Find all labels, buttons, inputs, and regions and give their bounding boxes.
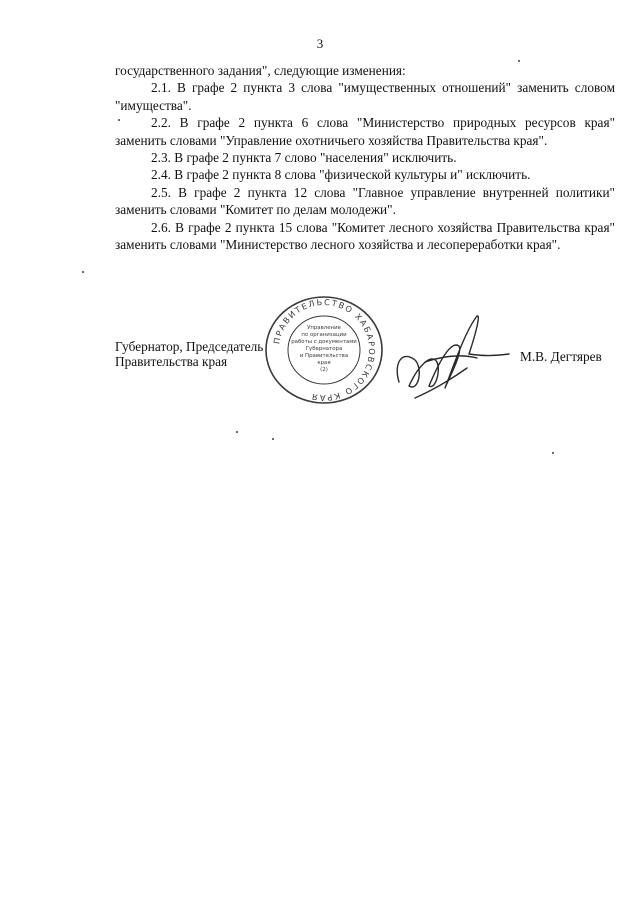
seal-inner-line: по организации (301, 332, 347, 338)
signatory-name: М.В. Дегтярев (520, 349, 602, 364)
intro-paragraph: государственного задания", следующие изменения: (115, 63, 406, 78)
amendment-item: 2.5. В графе 2 пункта 12 слова "Главное управление внутренней политики" заменить словами "Комитет по делам молодежи". (115, 184, 615, 218)
signatory-position (115, 339, 263, 369)
scan-speck (518, 60, 520, 62)
page-number: 3 (316, 36, 324, 51)
scan-speck (552, 452, 554, 454)
amendment-item: 2.1. В графе 2 пункта 3 слова "имущественных отношений" заменить словом "имущества". (115, 80, 615, 113)
seal-inner-line: Губернатора (305, 346, 343, 352)
scan-speck (272, 438, 274, 440)
position-line: Губернатор, Председатель (115, 339, 264, 354)
seal-inner-line: Управление (307, 325, 341, 331)
document-body (115, 62, 615, 253)
seal-inner-line: (2) (320, 367, 328, 373)
official-seal (258, 294, 390, 406)
scan-speck (236, 431, 238, 433)
amendment-item: 2.3. В графе 2 пункта 7 слово "населения" исключить. (151, 150, 457, 166)
handwritten-signature (385, 302, 510, 412)
amendment-item: 2.4. В графе 2 пункта 8 слова "физической культуры и" исключить. (151, 167, 531, 183)
amendment-item: 2.6. В графе 2 пункта 15 слова "Комитет лесного хозяйства Правительства края" заменить словами "Министерство лесного хозяйства и лесопереработки края". (115, 219, 615, 253)
amendment-item: 2.2. В графе 2 пункта 6 слова "Министерство природных ресурсов края" заменить словами "Управление охотничьего хозяйства Правительства края". (115, 115, 615, 148)
position-line: Правительства края (115, 354, 228, 369)
seal-inner-line: работы с документами (291, 339, 357, 345)
seal-inner-line: и Правительства (299, 353, 349, 359)
seal-inner-line: края (317, 360, 331, 366)
seal-outer-text: ПРАВИТЕЛЬСТВО ХАБАРОВСКОГО КРАЯ (271, 296, 378, 404)
scan-speck (118, 119, 120, 121)
scan-speck (82, 271, 84, 273)
